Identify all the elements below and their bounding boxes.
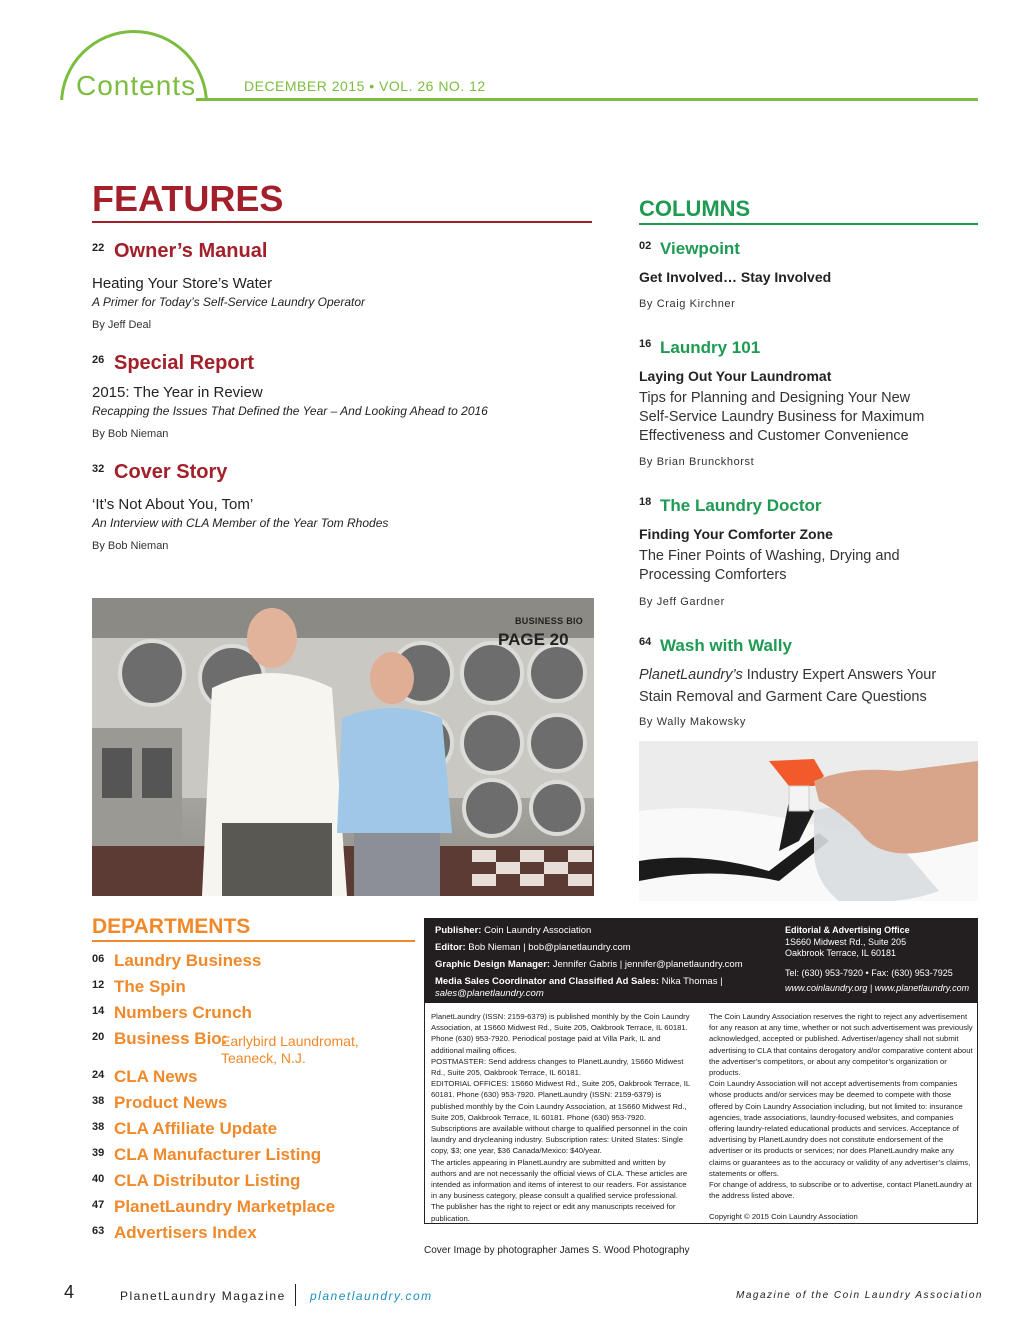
department-title[interactable]: Advertisers Index <box>114 1223 257 1242</box>
feature-description: An Interview with CLA Member of the Year Tom Rhodes <box>92 516 389 530</box>
page-number: 4 <box>64 1282 75 1302</box>
department-title[interactable]: CLA Manufacturer Listing <box>114 1145 322 1164</box>
feature-title[interactable]: Special Report <box>114 352 255 374</box>
footer-separator <box>295 1284 296 1306</box>
masthead-right-p1: The Coin Laundry Association reserves the right to reject any advertisement for any reason at any time, whether or not such advertisement was previously acknowledged, accepted or published. Advertiser/agency shall not submit advertising to CLA that contains derogatory and/or comparative content about the advertiser’s competitors, or about any competitor’s organization or products. <box>709 1012 973 1078</box>
masthead-left-p5: The articles appearing in PlanetLaundry are submitted and written by authors and are not necessarily the official views of CLA. These articles are intended as information and items of interest to our readers. For assistance in any business category, please consult a qualified service professional. The publisher has the right to reject or edit any manuscripts received for publication. <box>431 1157 688 1223</box>
department-page: 47 <box>92 1199 105 1211</box>
columns-heading: COLUMNS <box>639 196 751 221</box>
column-description: Tips for Planning and Designing Your New Self-Service Laundry Business for Maximum Effectiveness and Customer Convenience <box>639 390 925 444</box>
masthead-copyright: Copyright © 2015 Coin Laundry Association <box>709 1212 858 1222</box>
footer-tagline: Magazine of the Coin Laundry Association <box>736 1290 983 1301</box>
department-page: 39 <box>92 1147 105 1159</box>
department-title[interactable]: CLA Affiliate Update <box>114 1119 278 1138</box>
column-page: 64 <box>639 636 652 648</box>
masthead-right-p3: For change of address, to subscribe or to advertise, contact PlanetLaundry at the address listed above. <box>709 1180 972 1201</box>
masthead-design: Graphic Design Manager: Jennifer Gabris | jennifer@planetlaundry.com <box>435 959 743 970</box>
departments-heading: DEPARTMENTS <box>92 915 251 938</box>
department-title[interactable]: Numbers Crunch <box>114 1003 252 1022</box>
department-page: 24 <box>92 1069 105 1081</box>
features-rule <box>92 221 592 223</box>
feature-title[interactable]: Cover Story <box>114 461 228 483</box>
column-byline: By Jeff Gardner <box>639 596 725 608</box>
masthead-editor: Editor: Bob Nieman | bob@planetlaundry.com <box>435 942 631 953</box>
feature-page: 26 <box>92 354 105 366</box>
spray-bottle-photo-illustration <box>639 741 978 901</box>
column-description-italic: PlanetLaundry’s <box>639 667 743 683</box>
header-rule <box>196 98 978 101</box>
department-title[interactable]: The Spin <box>114 977 186 996</box>
departments-rule <box>92 940 415 942</box>
header-arc-mask <box>56 100 216 170</box>
column-page: 02 <box>639 240 652 252</box>
masthead-left-column <box>431 1011 693 1224</box>
masthead-media-email[interactable]: sales@planetlaundry.com <box>435 988 544 999</box>
department-title[interactable]: CLA News <box>114 1067 198 1086</box>
photo-label-large: PAGE 20 <box>498 630 569 649</box>
department-title[interactable]: PlanetLaundry Marketplace <box>114 1197 336 1216</box>
footer-magazine: PlanetLaundry Magazine <box>120 1289 286 1303</box>
masthead-right-p2: Coin Laundry Association will not accept advertisements from companies whose products and/or services may be deemed to compete with those offered by Coin Laundry Association including, but not limited to: insurance agencies, trade associations, laundry-focused websites, and companies offering laundry-related educational products and services. Acceptance of advertising by PlanetLaundry does not constitute endorsement of the advertiser or its products or services; nor does PlanetLaundry make any claims or guarantees as to the accuracy or validity of any advertiser’s claims, statements or offers. <box>709 1079 971 1178</box>
office-address-2: Oakbrook Terrace, IL 60181 <box>785 948 897 958</box>
feature-byline: By Bob Nieman <box>92 428 169 440</box>
column-description <box>639 664 939 708</box>
office-address-1: 1S660 Midwest Rd., Suite 205 <box>785 937 907 947</box>
feature-page: 22 <box>92 242 105 254</box>
masthead-media: Media Sales Coordinator and Classified Ad Sales: Nika Thomas | <box>435 976 723 987</box>
department-extra: Earlybird Laundromat, <box>221 1033 359 1049</box>
department-page: 38 <box>92 1095 105 1107</box>
column-byline: By Brian Brunckhorst <box>639 456 755 468</box>
footer-url[interactable]: planetlaundry.com <box>310 1289 433 1303</box>
column-title[interactable]: Wash with Wally <box>660 636 792 655</box>
feature-description: A Primer for Today’s Self-Service Laundry Operator <box>92 295 366 309</box>
column-byline: By Wally Makowsky <box>639 716 746 728</box>
department-page: 63 <box>92 1225 105 1237</box>
column-description-text: Industry Expert Answers Your Stain Removal and Garment Care Questions <box>639 667 937 705</box>
feature-subtitle: 2015: The Year in Review <box>92 384 263 401</box>
masthead-box <box>424 918 978 1224</box>
feature-title[interactable]: Owner’s Manual <box>114 240 268 262</box>
department-title[interactable]: Laundry Business <box>114 951 262 970</box>
feature-description: Recapping the Issues That Defined the Year – And Looking Ahead to 2016 <box>92 404 488 418</box>
cover-credit: Cover Image by photographer James S. Wood Photography <box>424 1245 690 1256</box>
department-extra: Teaneck, N.J. <box>221 1050 306 1066</box>
feature-byline: By Bob Nieman <box>92 540 169 552</box>
column-headline: Laying Out Your Laundromat <box>639 368 832 384</box>
features-heading: FEATURES <box>92 178 284 219</box>
column-title[interactable]: Viewpoint <box>660 239 740 258</box>
department-title[interactable]: CLA Distributor Listing <box>114 1171 301 1190</box>
column-description: The Finer Points of Washing, Drying and Processing Comforters <box>639 548 900 583</box>
department-title[interactable]: Product News <box>114 1093 228 1112</box>
department-page: 12 <box>92 979 105 991</box>
department-page: 14 <box>92 1005 105 1017</box>
department-title[interactable]: Business Bio: <box>114 1029 228 1048</box>
masthead-left-p4: Subscriptions are available without charge to qualified personnel in the coin laundry and drycleaning industry. Subscription rates: United States: Single copy, $3; one year, $36 Canada/Mexico: $40/year. <box>431 1124 688 1156</box>
column-byline: By Craig Kirchner <box>639 298 736 310</box>
contents-title: Contents <box>76 70 197 101</box>
column-page: 18 <box>639 496 652 508</box>
feature-subtitle: ‘It’s Not About You, Tom’ <box>92 496 254 513</box>
masthead-publisher: Publisher: Coin Laundry Association <box>435 925 592 936</box>
masthead-left-p3: EDITORIAL OFFICES: 1S660 Midwest Rd., Suite 205, Oakbrook Terrace, IL 60181. Phone (630) 953-7920. PlanetLaundry (ISSN: 2159-6379) is published monthly by the Coin Laundry Association, at 1S660 Midwest Rd., Suite 205, Oakbrook Terrace, IL 60181. Phone (630) 953-7920. <box>431 1079 690 1122</box>
department-page: 06 <box>92 953 105 965</box>
masthead-header <box>425 919 977 1003</box>
columns-rule <box>639 223 978 225</box>
department-page: 20 <box>92 1031 105 1043</box>
feature-page: 32 <box>92 463 105 475</box>
issue-info: DECEMBER 2015 • VOL. 26 NO. 12 <box>244 78 486 94</box>
office-web[interactable]: www.coinlaundry.org | www.planetlaundry.com <box>785 983 970 993</box>
column-title[interactable]: Laundry 101 <box>660 338 761 357</box>
column-page: 16 <box>639 338 652 350</box>
feature-byline: By Jeff Deal <box>92 319 152 331</box>
column-headline: Finding Your Comforter Zone <box>639 526 833 542</box>
office-label: Editorial & Advertising Office <box>785 925 910 935</box>
masthead-right-column <box>709 1011 973 1223</box>
department-page: 40 <box>92 1173 105 1185</box>
photo-label-small: BUSINESS BIO <box>515 616 584 626</box>
column-headline: Get Involved… Stay Involved <box>639 269 832 285</box>
office-tel: Tel: (630) 953-7920 • Fax: (630) 953-7925 <box>785 968 953 978</box>
masthead-left-p1: PlanetLaundry (ISSN: 2159-6379) is published monthly by the Coin Laundry Association, at 1S660 Midwest Rd., Suite 205, Oakbrook Terrace, IL 60181. Phone (630) 953-7920. Periodical postage paid at Villa Park, IL and additional mailing offices. <box>431 1012 690 1055</box>
column-title[interactable]: The Laundry Doctor <box>660 496 822 515</box>
inset-photo <box>639 741 978 901</box>
masthead-left-p2: POSTMASTER: Send address changes to PlanetLaundry, 1S660 Midwest Rd., Suite 205, Oakbrook Terrace, IL 60181. <box>431 1056 684 1078</box>
department-page: 38 <box>92 1121 105 1133</box>
feature-subtitle: Heating Your Store’s Water <box>92 275 273 292</box>
